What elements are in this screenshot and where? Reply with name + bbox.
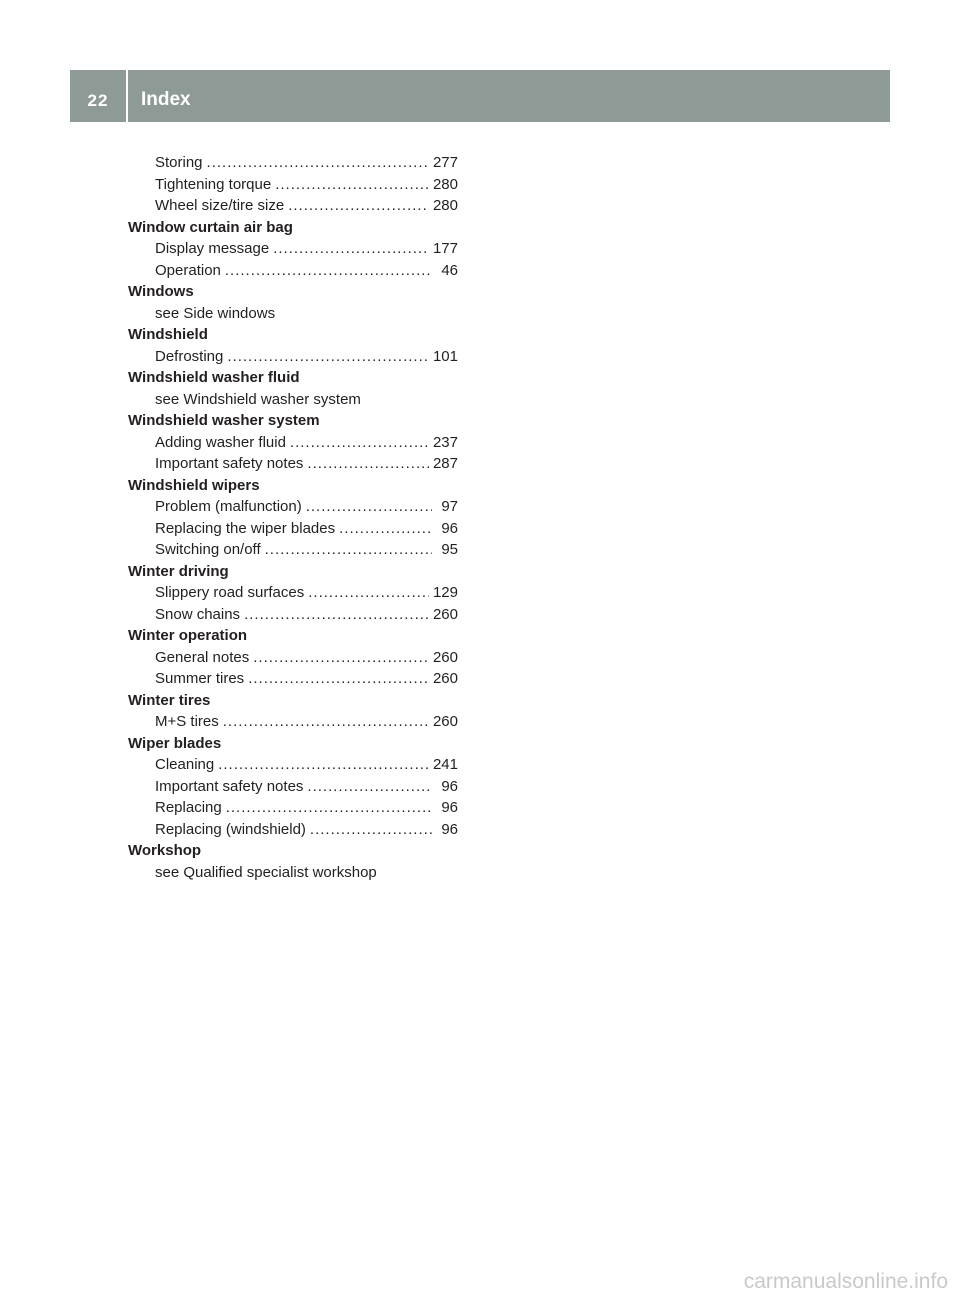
dot-leader	[218, 754, 429, 776]
dot-leader	[248, 668, 429, 690]
subentry-label: Adding washer fluid	[155, 433, 286, 451]
dot-leader	[253, 647, 429, 669]
subentry-label: Problem (malfunction)	[155, 498, 302, 515]
index-cross-reference	[128, 862, 458, 884]
index-heading: Windshield washer system	[128, 412, 320, 429]
subentry-label: Display message	[155, 240, 270, 257]
index-cross-reference	[128, 389, 458, 411]
subentry-label: Replacing	[155, 799, 222, 816]
page-reference: 241	[432, 756, 458, 773]
index-subentry	[128, 647, 458, 669]
dot-leader	[226, 797, 432, 819]
dot-leader	[290, 432, 429, 454]
dot-leader	[244, 604, 429, 626]
index-subentry	[128, 754, 458, 776]
subentry-label: Important safety notes	[155, 777, 304, 795]
index-heading: Workshop	[128, 842, 202, 859]
page-reference: 177	[432, 240, 458, 257]
subentry-label: General notes	[155, 648, 250, 666]
index-heading: Windshield wipers	[128, 476, 260, 494]
dot-leader	[273, 238, 429, 260]
page-reference: 46	[441, 261, 458, 279]
dot-leader	[339, 518, 432, 540]
page-reference: 277	[432, 154, 458, 171]
subentry-label: Storing	[155, 154, 203, 171]
subentry-label: Replacing the wiper blades	[155, 519, 336, 537]
index-heading: Winter tires	[128, 691, 211, 709]
cross-reference-text: see Side windows	[155, 304, 276, 322]
dot-leader	[223, 711, 429, 733]
subentry-label: Snow chains	[155, 605, 241, 623]
index-subentry	[128, 152, 458, 174]
index-subentry	[128, 174, 458, 196]
header-divider	[126, 70, 128, 122]
page-reference: 96	[441, 777, 458, 795]
subentry-label: Switching on/off	[155, 541, 261, 558]
index-cross-reference	[128, 303, 458, 325]
header-bar	[70, 70, 890, 122]
dot-leader	[310, 819, 432, 841]
index-heading: Winter driving	[128, 562, 229, 580]
index-subentry	[128, 582, 458, 604]
index-heading: Windshield washer fluid	[128, 369, 300, 386]
index-subentry	[128, 496, 458, 518]
page-number: 22	[87, 91, 109, 110]
page-reference: 97	[441, 498, 458, 515]
index-heading: Wiper blades	[128, 734, 222, 752]
index-subentry	[128, 432, 458, 454]
subentry-label: Operation	[155, 261, 221, 279]
page-reference: 237	[432, 433, 458, 451]
dot-leader	[225, 260, 432, 282]
index-subentry	[128, 819, 458, 841]
page-reference: 280	[432, 175, 458, 193]
cross-reference-text: see Windshield washer system	[155, 390, 361, 408]
dot-leader	[288, 195, 429, 217]
subentry-label: Tightening torque	[155, 175, 272, 193]
subentry-label: Summer tires	[155, 670, 245, 687]
subentry-label: Wheel size/tire size	[155, 197, 285, 214]
index-list	[128, 152, 458, 883]
section-title: Index	[141, 89, 191, 110]
page-reference: 96	[441, 820, 458, 838]
page-reference: 287	[432, 455, 458, 472]
dot-leader	[307, 453, 429, 475]
dot-leader	[265, 539, 432, 561]
page-reference: 101	[432, 347, 458, 365]
index-subentry	[128, 453, 458, 475]
dot-leader	[306, 496, 432, 518]
page-reference: 260	[432, 670, 458, 687]
index-subentry	[128, 195, 458, 217]
page-reference: 260	[432, 713, 458, 730]
index-subentry	[128, 260, 458, 282]
index-subentry	[128, 346, 458, 368]
index-subentry	[128, 604, 458, 626]
dot-leader	[275, 174, 429, 196]
index-heading: Windshield	[128, 326, 208, 343]
dot-leader	[307, 776, 432, 798]
watermark: carmanualsonline.info	[743, 1270, 948, 1293]
subentry-label: Important safety notes	[155, 455, 304, 472]
index-subentry	[128, 711, 458, 733]
dot-leader	[308, 582, 429, 604]
page-reference: 96	[441, 519, 458, 537]
subentry-label: Defrosting	[155, 347, 224, 365]
index-subentry	[128, 238, 458, 260]
index-subentry	[128, 539, 458, 561]
subentry-label: Cleaning	[155, 756, 215, 773]
subentry-label: Slippery road surfaces	[155, 584, 305, 601]
subentry-label: Replacing (windshield)	[155, 820, 306, 838]
index-subentry	[128, 776, 458, 798]
cross-reference-text: see Qualified specialist workshop	[155, 863, 377, 881]
index-subentry	[128, 668, 458, 690]
index-subentry	[128, 518, 458, 540]
index-heading: Winter operation	[128, 627, 248, 644]
page-reference: 260	[432, 605, 458, 623]
page-reference: 280	[432, 197, 458, 214]
page-reference: 260	[432, 648, 458, 666]
index-heading: Windows	[128, 283, 194, 300]
page-reference: 96	[441, 799, 458, 816]
dot-leader	[227, 346, 429, 368]
page-reference: 129	[432, 584, 458, 601]
page-reference: 95	[441, 541, 458, 558]
index-subentry	[128, 797, 458, 819]
subentry-label: M+S tires	[155, 713, 219, 730]
index-heading: Window curtain air bag	[128, 218, 293, 236]
dot-leader	[207, 152, 429, 174]
